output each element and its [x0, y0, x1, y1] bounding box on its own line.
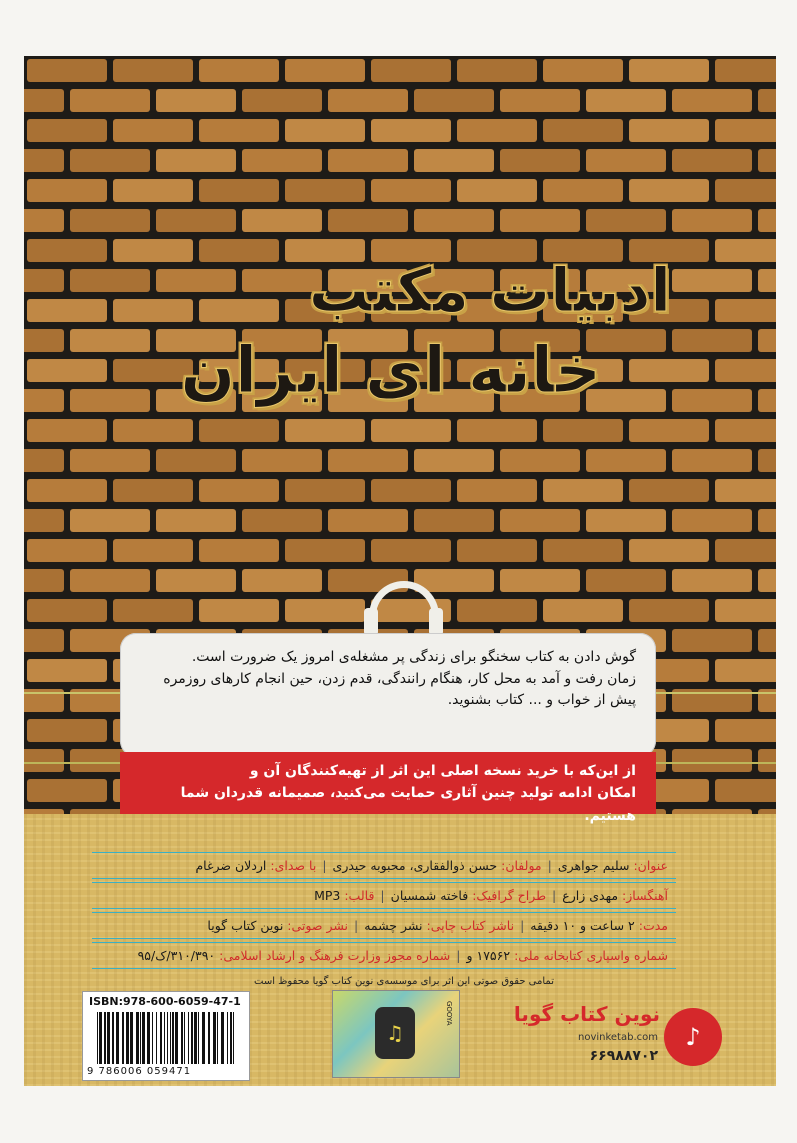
brick: [70, 329, 150, 352]
barcode-bar: [99, 1012, 102, 1064]
brick: [543, 119, 623, 142]
credit-label: مدت:: [638, 918, 668, 933]
barcode-bar: [152, 1012, 153, 1064]
headphone-icon: [364, 608, 378, 636]
barcode-bar: [140, 1012, 141, 1064]
separator: |: [380, 888, 385, 903]
credit-value: اردلان ضرغام: [195, 858, 267, 873]
brick: [113, 59, 193, 82]
publisher-name: نوین کتاب گویا: [513, 1002, 660, 1026]
credits-table: [92, 852, 676, 972]
brick: [70, 149, 150, 172]
barcode-bar: [233, 1012, 234, 1064]
barcode-bar: [184, 1012, 185, 1064]
brick: [715, 719, 776, 742]
brick: [113, 479, 193, 502]
brick: [24, 449, 64, 472]
credit-label: مولفان:: [501, 858, 542, 873]
credit-value: MP3: [314, 888, 341, 903]
brick: [758, 149, 776, 172]
brick: [672, 509, 752, 532]
isbn-barcode: [82, 991, 250, 1081]
isbn-label: ISBN:978-600-6059-47-1: [89, 995, 241, 1008]
brick: [328, 149, 408, 172]
publisher-website: novinketab.com: [577, 1032, 658, 1043]
copyright-note: تمامی حقوق صوتی این اثر برای موسسه‌ی نوین کتاب گویا محفوظ است: [254, 976, 554, 987]
brick: [27, 59, 107, 82]
brick: [500, 89, 580, 112]
brick: [27, 719, 107, 742]
separator: |: [547, 858, 552, 873]
barcode-bar: [221, 1012, 224, 1064]
brick: [715, 779, 776, 802]
brick: [113, 119, 193, 142]
brick: [27, 599, 107, 622]
brick: [758, 209, 776, 232]
brick: [672, 749, 752, 772]
brick: [27, 239, 107, 262]
brick: [156, 449, 236, 472]
brick: [758, 569, 776, 592]
brick: [586, 209, 666, 232]
brick: [70, 209, 150, 232]
book-audio-icon: ♫: [375, 1007, 415, 1059]
brick: [242, 509, 322, 532]
brick: [543, 179, 623, 202]
separator: |: [456, 948, 461, 963]
barcode-bar: [97, 1012, 98, 1064]
separator: |: [520, 918, 525, 933]
brick: [156, 89, 236, 112]
barcode-bar: [156, 1012, 157, 1064]
brick: [27, 779, 107, 802]
brick: [672, 269, 752, 292]
brick: [500, 509, 580, 532]
brick: [457, 119, 537, 142]
support-line: امکان ادامه تولید چنین آثاری حمایت می‌کنید، صمیمانه قدردان شما هستیم.: [180, 785, 636, 824]
brick: [629, 539, 709, 562]
brick: [715, 119, 776, 142]
brick: [199, 59, 279, 82]
brick: [24, 509, 64, 532]
brick: [70, 449, 150, 472]
brick: [285, 539, 365, 562]
brick: [199, 599, 279, 622]
brick: [24, 89, 64, 112]
title-line-2: خانه ای ایران: [180, 334, 601, 408]
barcode-bar: [202, 1012, 205, 1064]
brick: [500, 449, 580, 472]
brick: [758, 269, 776, 292]
brick: [715, 59, 776, 82]
barcode-bar: [130, 1012, 133, 1064]
brick: [70, 569, 150, 592]
credit-label: شماره واسپاری کتابخانه ملی:: [514, 948, 668, 963]
brick: [457, 539, 537, 562]
barcode-bar: [147, 1012, 150, 1064]
credit-label: آهنگساز:: [622, 888, 668, 903]
barcode-bar: [227, 1012, 228, 1064]
brick: [156, 269, 236, 292]
brick: [715, 659, 776, 682]
brick: [328, 449, 408, 472]
barcode-bar: [191, 1012, 193, 1064]
brick: [70, 509, 150, 532]
brick: [715, 479, 776, 502]
brick: [586, 569, 666, 592]
brick: [27, 539, 107, 562]
barcode-bar: [175, 1012, 178, 1064]
brick: [371, 539, 451, 562]
barcode-bar: [170, 1012, 171, 1064]
brick: [629, 119, 709, 142]
barcode-bar: [208, 1012, 210, 1064]
brick: [242, 449, 322, 472]
credit-label: طراح گرافیک:: [472, 888, 547, 903]
brick: [328, 209, 408, 232]
brick: [24, 269, 64, 292]
credit-value: ۳۱۰/۳۹۰/ک/۹۵: [137, 948, 216, 963]
brick: [156, 209, 236, 232]
brick: [199, 539, 279, 562]
credit-value: حسن ذوالفقاری، محبوبه حیدری: [332, 858, 498, 873]
barcode-bar: [181, 1012, 183, 1064]
brick: [242, 149, 322, 172]
brick: [586, 449, 666, 472]
brick: [758, 629, 776, 652]
brick: [758, 329, 776, 352]
barcode-icon: [97, 1012, 237, 1064]
brick: [24, 569, 64, 592]
description-line: گوش دادن به کتاب سخنگو برای زندگی پر مشغله‌ی امروز یک ضرورت است.: [191, 649, 636, 665]
credit-label: با صدای:: [270, 858, 317, 873]
separator: |: [322, 858, 327, 873]
brick: [672, 149, 752, 172]
brick: [414, 89, 494, 112]
hologram-tag: GOOYA: [445, 1001, 453, 1026]
barcode-bar: [104, 1012, 106, 1064]
brick: [70, 89, 150, 112]
brick: [586, 89, 666, 112]
brick: [199, 479, 279, 502]
hologram-sticker: [332, 990, 460, 1078]
description-line: پیش از خواب و ... کتاب بشنوید.: [447, 692, 636, 709]
brick: [242, 209, 322, 232]
brick: [113, 539, 193, 562]
credit-value: فاخته شمسیان: [390, 888, 469, 903]
brick: [414, 149, 494, 172]
brick: [500, 209, 580, 232]
barcode-bar: [217, 1012, 218, 1064]
headphone-icon: [429, 608, 443, 636]
support-line: از این‌که با خرید نسخه اصلی این اثر از تهیه‌کنندگان آن و: [249, 763, 636, 779]
brick: [543, 539, 623, 562]
brick: [24, 329, 64, 352]
brick: [199, 179, 279, 202]
brick: [24, 209, 64, 232]
title-art: [180, 256, 681, 426]
support-banner: [120, 752, 656, 824]
brick: [672, 209, 752, 232]
brick: [156, 149, 236, 172]
credit-value: ۲ ساعت و ۱۰ دقیقه: [530, 918, 635, 933]
brick: [672, 449, 752, 472]
barcode-bar: [194, 1012, 197, 1064]
brick: [113, 599, 193, 622]
credit-label: قالب:: [344, 888, 375, 903]
brick: [285, 179, 365, 202]
brick: [242, 569, 322, 592]
barcode-bar: [142, 1012, 145, 1064]
credits-row: [92, 852, 676, 879]
brick: [242, 89, 322, 112]
brick: [27, 299, 107, 322]
brick: [629, 59, 709, 82]
brick: [457, 479, 537, 502]
brick: [285, 59, 365, 82]
brick: [156, 509, 236, 532]
brick: [629, 599, 709, 622]
credit-label: نشر صوتی:: [287, 918, 348, 933]
brick: [24, 389, 64, 412]
separator: |: [552, 888, 557, 903]
brick: [672, 569, 752, 592]
brick: [113, 299, 193, 322]
brick: [758, 449, 776, 472]
brick: [414, 509, 494, 532]
brick: [715, 299, 776, 322]
brick: [113, 179, 193, 202]
brick: [285, 479, 365, 502]
brick: [457, 59, 537, 82]
brick: [24, 749, 64, 772]
credit-value: نشر چشمه: [364, 918, 423, 933]
barcode-bar: [172, 1012, 174, 1064]
brick: [27, 119, 107, 142]
brick: [758, 749, 776, 772]
brick: [328, 89, 408, 112]
brick: [672, 89, 752, 112]
barcode-bar: [188, 1012, 189, 1064]
brick: [672, 629, 752, 652]
brick: [543, 59, 623, 82]
publisher-phone: ۶۶۹۸۸۷۰۲: [589, 1048, 658, 1064]
brick: [113, 419, 193, 442]
credit-value: سلیم جواهری: [557, 858, 630, 873]
credits-row: [92, 912, 676, 939]
barcode-bar: [160, 1012, 162, 1064]
barcode-bar: [136, 1012, 139, 1064]
description-bubble: [120, 633, 656, 757]
brick: [328, 509, 408, 532]
brick: [371, 179, 451, 202]
barcode-bar: [107, 1012, 110, 1064]
brick: [371, 119, 451, 142]
barcode-bar: [198, 1012, 199, 1064]
brick: [500, 569, 580, 592]
brick: [414, 209, 494, 232]
brick: [672, 389, 752, 412]
brick: [70, 269, 150, 292]
brick: [27, 359, 107, 382]
brick: [629, 179, 709, 202]
brick: [715, 599, 776, 622]
brick: [156, 569, 236, 592]
brick: [371, 59, 451, 82]
brick: [285, 599, 365, 622]
credit-value: ۱۷۵۶۲ و: [466, 948, 511, 963]
brick: [27, 479, 107, 502]
credits-row: [92, 942, 676, 969]
credit-value: نوین کتاب گویا: [207, 918, 284, 933]
brick: [715, 419, 776, 442]
brick: [715, 539, 776, 562]
barcode-bar: [112, 1012, 114, 1064]
credit-value: مهدی زارع: [562, 888, 619, 903]
brick: [758, 89, 776, 112]
brick: [414, 449, 494, 472]
brick: [27, 659, 107, 682]
credit-label: ناشر کتاب چاپی:: [426, 918, 515, 933]
barcode-bar: [164, 1012, 165, 1064]
brick: [758, 389, 776, 412]
brick: [113, 239, 193, 262]
credits-row: [92, 882, 676, 909]
title-line-1: ادبیات مکتب: [308, 256, 671, 326]
brick: [715, 359, 776, 382]
brick: [586, 509, 666, 532]
barcode-bar: [213, 1012, 216, 1064]
brick: [672, 329, 752, 352]
brick: [715, 179, 776, 202]
credit-label: شماره مجوز وزارت فرهنگ و ارشاد اسلامی:: [219, 948, 451, 963]
brick: [629, 479, 709, 502]
brick: [500, 149, 580, 172]
book-back-cover: [24, 56, 776, 1086]
brick: [70, 389, 150, 412]
brick: [27, 179, 107, 202]
brick: [758, 509, 776, 532]
brick: [199, 119, 279, 142]
brick: [543, 479, 623, 502]
brick: [24, 149, 64, 172]
isbn-digits: 9 786006 059471: [87, 1066, 192, 1077]
brick: [715, 239, 776, 262]
brick: [457, 179, 537, 202]
brick: [371, 479, 451, 502]
barcode-bar: [126, 1012, 129, 1064]
brick: [586, 149, 666, 172]
credit-label: عنوان:: [633, 858, 668, 873]
brick: [24, 629, 64, 652]
separator: |: [353, 918, 359, 933]
brick: [27, 419, 107, 442]
brick: [457, 599, 537, 622]
description-line: زمان رفت و آمد به محل کار، هنگام رانندگی، قدم زدن، حین انجام کارهای روزمره: [163, 670, 636, 687]
publisher-logo: [512, 1002, 722, 1078]
publisher-book-icon: ♪: [664, 1008, 722, 1066]
barcode-bar: [116, 1012, 119, 1064]
brick: [285, 119, 365, 142]
barcode-bar: [122, 1012, 124, 1064]
barcode-bar: [167, 1012, 168, 1064]
brick: [543, 599, 623, 622]
barcode-bar: [230, 1012, 232, 1064]
